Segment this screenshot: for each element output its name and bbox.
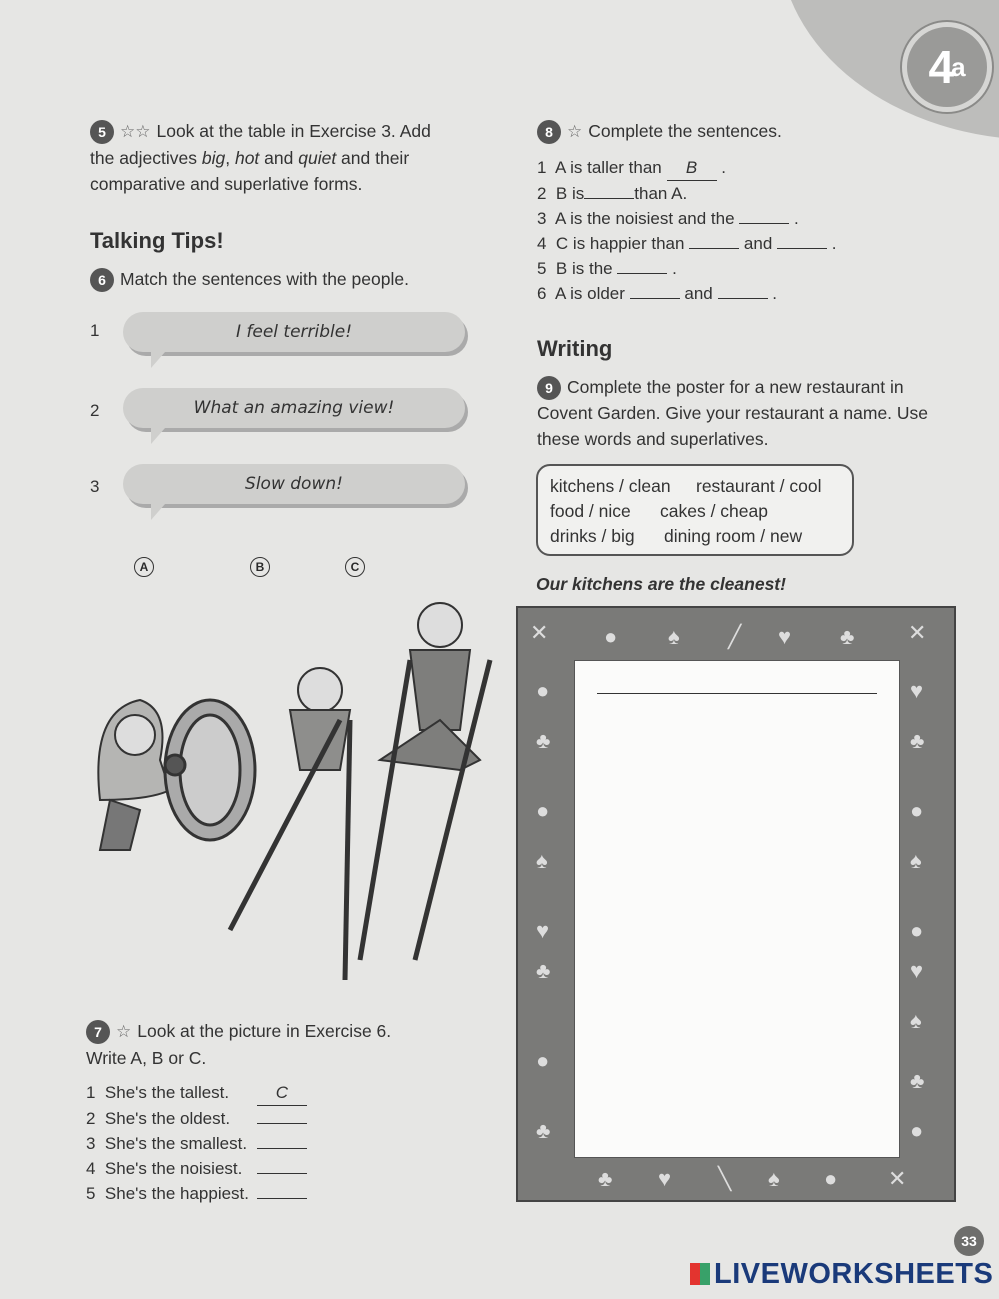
speech-bubble-1: I feel terrible! xyxy=(123,312,465,352)
label-b: B xyxy=(250,557,270,577)
answer-field[interactable]: B xyxy=(667,155,717,181)
bubble-number: 3 xyxy=(90,477,100,496)
list-item: 5 She's the happiest. xyxy=(86,1181,336,1206)
mushroom-icon: ♠ xyxy=(536,848,548,873)
exercise-number: 7 xyxy=(86,1020,110,1044)
stilt-walker-c xyxy=(360,603,490,960)
answer-field[interactable] xyxy=(257,1173,307,1174)
answer-field[interactable] xyxy=(689,248,739,249)
mushroom-icon: ♠ xyxy=(910,1008,922,1033)
list-item: 5 B is the . xyxy=(537,259,677,278)
mushroom-icon: ♠ xyxy=(768,1166,780,1191)
list-item: 1 She's the tallest. C xyxy=(86,1080,336,1106)
liveworksheets-icon xyxy=(690,1263,710,1285)
heart-icon: ♥ xyxy=(658,1166,672,1191)
list-item: 1 A is taller than B . xyxy=(537,155,877,181)
apple-icon: ● xyxy=(910,1118,924,1143)
illustration xyxy=(80,560,500,1000)
onion-icon: ♣ xyxy=(910,728,925,753)
example-sentence: Our kitchens are the cleanest! xyxy=(536,574,786,594)
drummer-figure xyxy=(98,700,170,850)
tomato-icon: ● xyxy=(604,624,618,649)
exercise-number: 6 xyxy=(90,268,114,292)
bubble-number: 1 xyxy=(90,321,100,340)
answer-field[interactable] xyxy=(739,223,789,224)
cutlery-icon: ✕ xyxy=(530,620,549,645)
answer-field[interactable] xyxy=(777,248,827,249)
poster-writing-area[interactable] xyxy=(574,660,900,1158)
exercise-number: 8 xyxy=(537,120,561,144)
speech-bubble-2: What an amazing view! xyxy=(123,388,465,428)
stilt-walker-b xyxy=(230,668,350,980)
bubble-number: 2 xyxy=(90,401,100,420)
poster-title-line[interactable] xyxy=(597,693,877,694)
onion-icon: ♣ xyxy=(536,1118,551,1143)
tomato-icon: ● xyxy=(536,678,550,703)
speech-bubble-3: Slow down! xyxy=(123,464,465,504)
talking-tips-heading: Talking Tips! xyxy=(90,228,224,253)
list-item: 4 C is happier than and . xyxy=(537,234,837,253)
writing-heading: Writing xyxy=(537,336,613,361)
heart-icon: ♥ xyxy=(536,918,550,943)
poster-frame xyxy=(516,606,956,1202)
list-item: 4 She's the noisiest. xyxy=(86,1156,336,1181)
tomato-icon: ● xyxy=(536,1048,550,1073)
exercise-8: 8 ☆ Complete the sentences. xyxy=(537,118,782,145)
answer-field[interactable] xyxy=(257,1148,307,1149)
exercise-6: 6 Match the sentences with the people. xyxy=(90,266,409,292)
mushroom-icon: ♠ xyxy=(910,848,922,873)
drum xyxy=(165,700,255,840)
onion-icon: ♣ xyxy=(910,1068,925,1093)
mushroom-icon: ♠ xyxy=(668,624,680,649)
answer-field[interactable] xyxy=(257,1198,307,1199)
list-item: 3 She's the smallest. xyxy=(86,1131,336,1156)
exercise-5: 5 ☆☆ Look at the table in Exercise 3. Add the adjectives big, hot and quiet and their comparative and superlative forms. xyxy=(90,121,431,194)
list-item: 2 She's the oldest. xyxy=(86,1106,336,1131)
exercise-number: 5 xyxy=(90,120,114,144)
exercise-9: 9 Complete the poster for a new restaurant in Covent Garden. Give your restaurant a name. Use these words and superlatives. xyxy=(537,377,929,449)
fork-icon: ╲ xyxy=(718,1166,732,1191)
list-item: 3 A is the noisiest and the . xyxy=(537,209,799,228)
heart-icon: ♥ xyxy=(910,678,924,703)
onion-icon: ♣ xyxy=(536,958,551,983)
answer-field[interactable]: C xyxy=(257,1080,307,1106)
answer-field[interactable] xyxy=(630,298,680,299)
answer-field[interactable] xyxy=(617,273,667,274)
cutlery-icon: ✕ xyxy=(908,620,927,645)
page-number: 33 xyxy=(954,1226,984,1256)
star-icon: ☆ xyxy=(567,122,583,141)
apple-icon: ● xyxy=(910,798,924,823)
heart-icon: ♥ xyxy=(778,624,792,649)
onion-icon: ♣ xyxy=(536,728,551,753)
unit-badge: 4$^a$ xyxy=(902,22,992,112)
list-item: 2 B is than A. xyxy=(537,184,688,203)
exercise-8-list xyxy=(537,155,877,306)
cutlery-icon: ✕ xyxy=(888,1166,907,1191)
apple-icon: ● xyxy=(536,798,550,823)
liveworksheets-logo: LIVEWORKSHEETS xyxy=(690,1258,993,1291)
star-icon: ☆ xyxy=(116,1022,132,1041)
exercise-7-list xyxy=(86,1080,336,1206)
answer-field[interactable] xyxy=(718,298,768,299)
tomato-icon: ● xyxy=(824,1166,838,1191)
tomato-icon: ● xyxy=(910,918,924,943)
fork-icon: ╱ xyxy=(728,624,742,649)
heart-icon: ♥ xyxy=(910,958,924,983)
word-box: kitchens / clean restaurant / cool food / nice cakes / cheap drinks / big dining room / new xyxy=(536,464,854,556)
onion-icon: ♣ xyxy=(840,624,855,649)
onion-icon: ♣ xyxy=(598,1166,613,1191)
label-a: A xyxy=(134,557,154,577)
answer-field[interactable] xyxy=(257,1123,307,1124)
list-item: 6 A is older and . xyxy=(537,284,777,303)
label-c: C xyxy=(345,557,365,577)
exercise-number: 9 xyxy=(537,376,561,400)
star-icon: ☆☆ xyxy=(120,122,151,141)
exercise-7: 7 ☆ Look at the picture in Exercise 6. Write A, B or C. xyxy=(86,1021,392,1068)
answer-field[interactable] xyxy=(584,198,634,199)
